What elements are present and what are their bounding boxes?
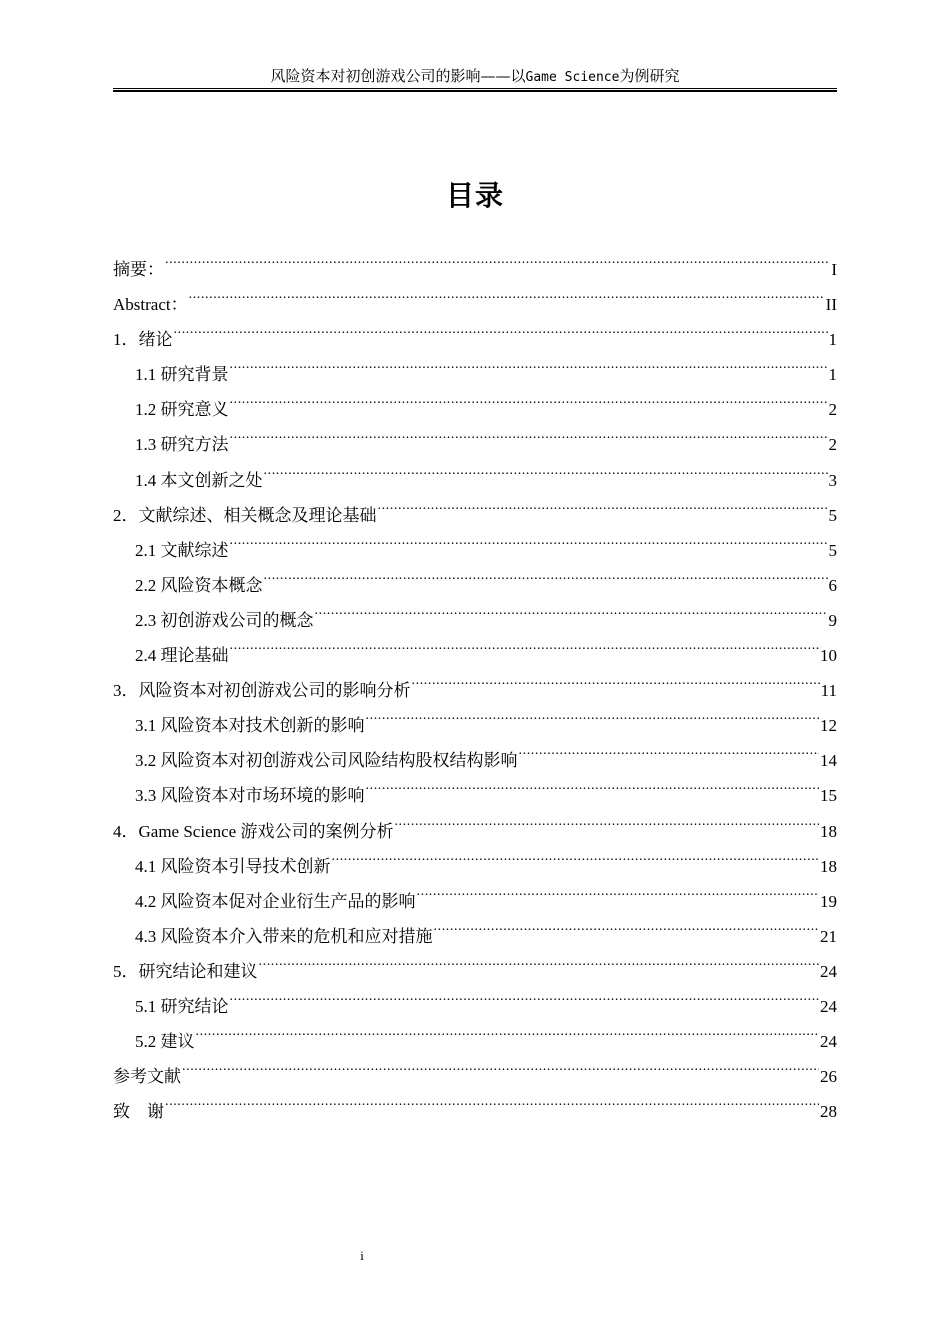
toc-entry-label: 1.1 研究背景	[135, 365, 229, 385]
table-of-contents	[113, 240, 837, 1122]
toc-dot-leader	[394, 802, 819, 837]
toc-entry-page: 19	[820, 891, 837, 911]
toc-entry-page: 18	[820, 856, 837, 876]
toc-entry-label: 2.3 初创游戏公司的概念	[135, 610, 314, 630]
toc-dot-leader	[378, 486, 828, 521]
toc-entry-label: 参考文献	[113, 1067, 181, 1087]
toc-dot-leader	[230, 345, 828, 380]
toc-entry-label: 3.3 风险资本对市场环境的影响	[135, 786, 365, 806]
toc-entry[interactable]	[113, 1012, 837, 1052]
toc-entry-page: 24	[820, 961, 837, 981]
toc-entry-label: 4．Game Science 游戏公司的案例分析	[113, 821, 394, 841]
toc-dot-leader	[366, 696, 820, 731]
toc-entry-page: II	[825, 295, 837, 315]
header-title-cn-suffix: 为例研究	[619, 67, 680, 85]
toc-dot-leader	[366, 766, 820, 801]
toc-entry-label: 5.1 研究结论	[135, 996, 229, 1016]
toc-entry-page: 3	[828, 470, 837, 490]
toc-dot-leader	[417, 872, 820, 907]
toc-entry-label: 1.4 本文创新之处	[135, 470, 263, 490]
header-title-en: Game Science	[525, 70, 620, 85]
header-rule-thick	[113, 90, 837, 92]
toc-dot-leader	[230, 626, 820, 661]
toc-entry-page: 9	[828, 610, 837, 630]
toc-dot-leader	[264, 556, 828, 591]
toc-dot-leader	[182, 1047, 819, 1082]
toc-entry-label: 3.1 风险资本对技术创新的影响	[135, 716, 365, 736]
toc-entry-label: 2.2 风险资本概念	[135, 575, 263, 595]
toc-entry-page: 2	[828, 435, 837, 455]
toc-entry-page: 24	[820, 996, 837, 1016]
toc-entry-page: 10	[820, 646, 837, 666]
toc-entry-label: 1.2 研究意义	[135, 400, 229, 420]
toc-dot-leader	[259, 942, 820, 977]
toc-dot-leader	[315, 591, 828, 626]
toc-entry-label: Abstract：	[113, 295, 188, 315]
toc-entry-label: 2．文献综述、相关概念及理论基础	[113, 505, 377, 525]
toc-dot-leader	[230, 977, 820, 1012]
toc-entry-page: 21	[820, 926, 837, 946]
toc-entry-page: 5	[828, 540, 837, 560]
toc-dot-leader	[230, 380, 828, 415]
toc-dot-leader	[230, 415, 828, 450]
toc-entry-label: 摘要：	[113, 260, 164, 279]
toc-entry-label: 5.2 建议	[135, 1032, 195, 1052]
toc-entry-page: I	[831, 260, 837, 279]
toc-entry-page: 1	[828, 365, 837, 385]
toc-entry-page: 1	[828, 330, 837, 350]
toc-entry-page: 11	[820, 681, 837, 701]
toc-entry-label: 5．研究结论和建议	[113, 961, 258, 981]
toc-entry-page: 5	[828, 505, 837, 525]
toc-entry[interactable]	[113, 275, 837, 315]
header-rule-thin	[113, 88, 837, 89]
toc-entry-page: 2	[828, 400, 837, 420]
footer-page-number: i	[360, 1248, 364, 1263]
toc-entry-label: 2.4 理论基础	[135, 646, 229, 666]
toc-dot-leader	[434, 907, 820, 942]
toc-entry[interactable]	[113, 310, 837, 350]
running-header	[113, 66, 837, 88]
header-title-cn-prefix: 风险资本对初创游戏公司的影响——以	[270, 67, 526, 85]
toc-entry-page: 6	[828, 575, 837, 595]
toc-entry-page: 15	[820, 786, 837, 806]
toc-entry-page: 18	[820, 821, 837, 841]
toc-dot-leader	[165, 240, 830, 275]
toc-dot-leader	[412, 661, 820, 696]
toc-dot-leader	[174, 310, 828, 345]
toc-entry-label: 3．风险资本对初创游戏公司的影响分析	[113, 681, 411, 701]
toc-entry[interactable]	[113, 1082, 837, 1122]
toc-entry-page: 14	[820, 751, 837, 771]
toc-entry-page: 26	[820, 1067, 837, 1087]
toc-entry[interactable]	[113, 345, 837, 385]
toc-entry-label: 1.3 研究方法	[135, 435, 229, 455]
toc-entry[interactable]	[113, 1047, 837, 1087]
toc-entry-label: 4.1 风险资本引导技术创新	[135, 856, 331, 876]
toc-dot-leader	[196, 1012, 820, 1047]
toc-entry-page: 28	[820, 1102, 837, 1122]
toc-entry-page: 24	[820, 1032, 837, 1052]
toc-dot-leader	[230, 521, 828, 556]
toc-dot-leader	[165, 1082, 819, 1117]
toc-entry-label: 4.2 风险资本促对企业衍生产品的影响	[135, 891, 416, 911]
toc-dot-leader	[264, 451, 828, 486]
toc-entry-label: 1．绪论	[113, 330, 173, 350]
toc-dot-leader	[332, 837, 820, 872]
toc-entry[interactable]	[113, 240, 837, 279]
toc-entry-label: 致 谢	[113, 1102, 164, 1122]
page-title: 目录	[445, 179, 504, 212]
toc-entry-label: 4.3 风险资本介入带来的危机和应对措施	[135, 926, 433, 946]
toc-entry-label: 2.1 文献综述	[135, 540, 229, 560]
toc-entry-page: 12	[820, 716, 837, 736]
toc-entry-label: 3.2 风险资本对初创游戏公司风险结构股权结构影响	[135, 751, 518, 771]
toc-dot-leader	[519, 731, 820, 766]
toc-dot-leader	[189, 275, 825, 310]
